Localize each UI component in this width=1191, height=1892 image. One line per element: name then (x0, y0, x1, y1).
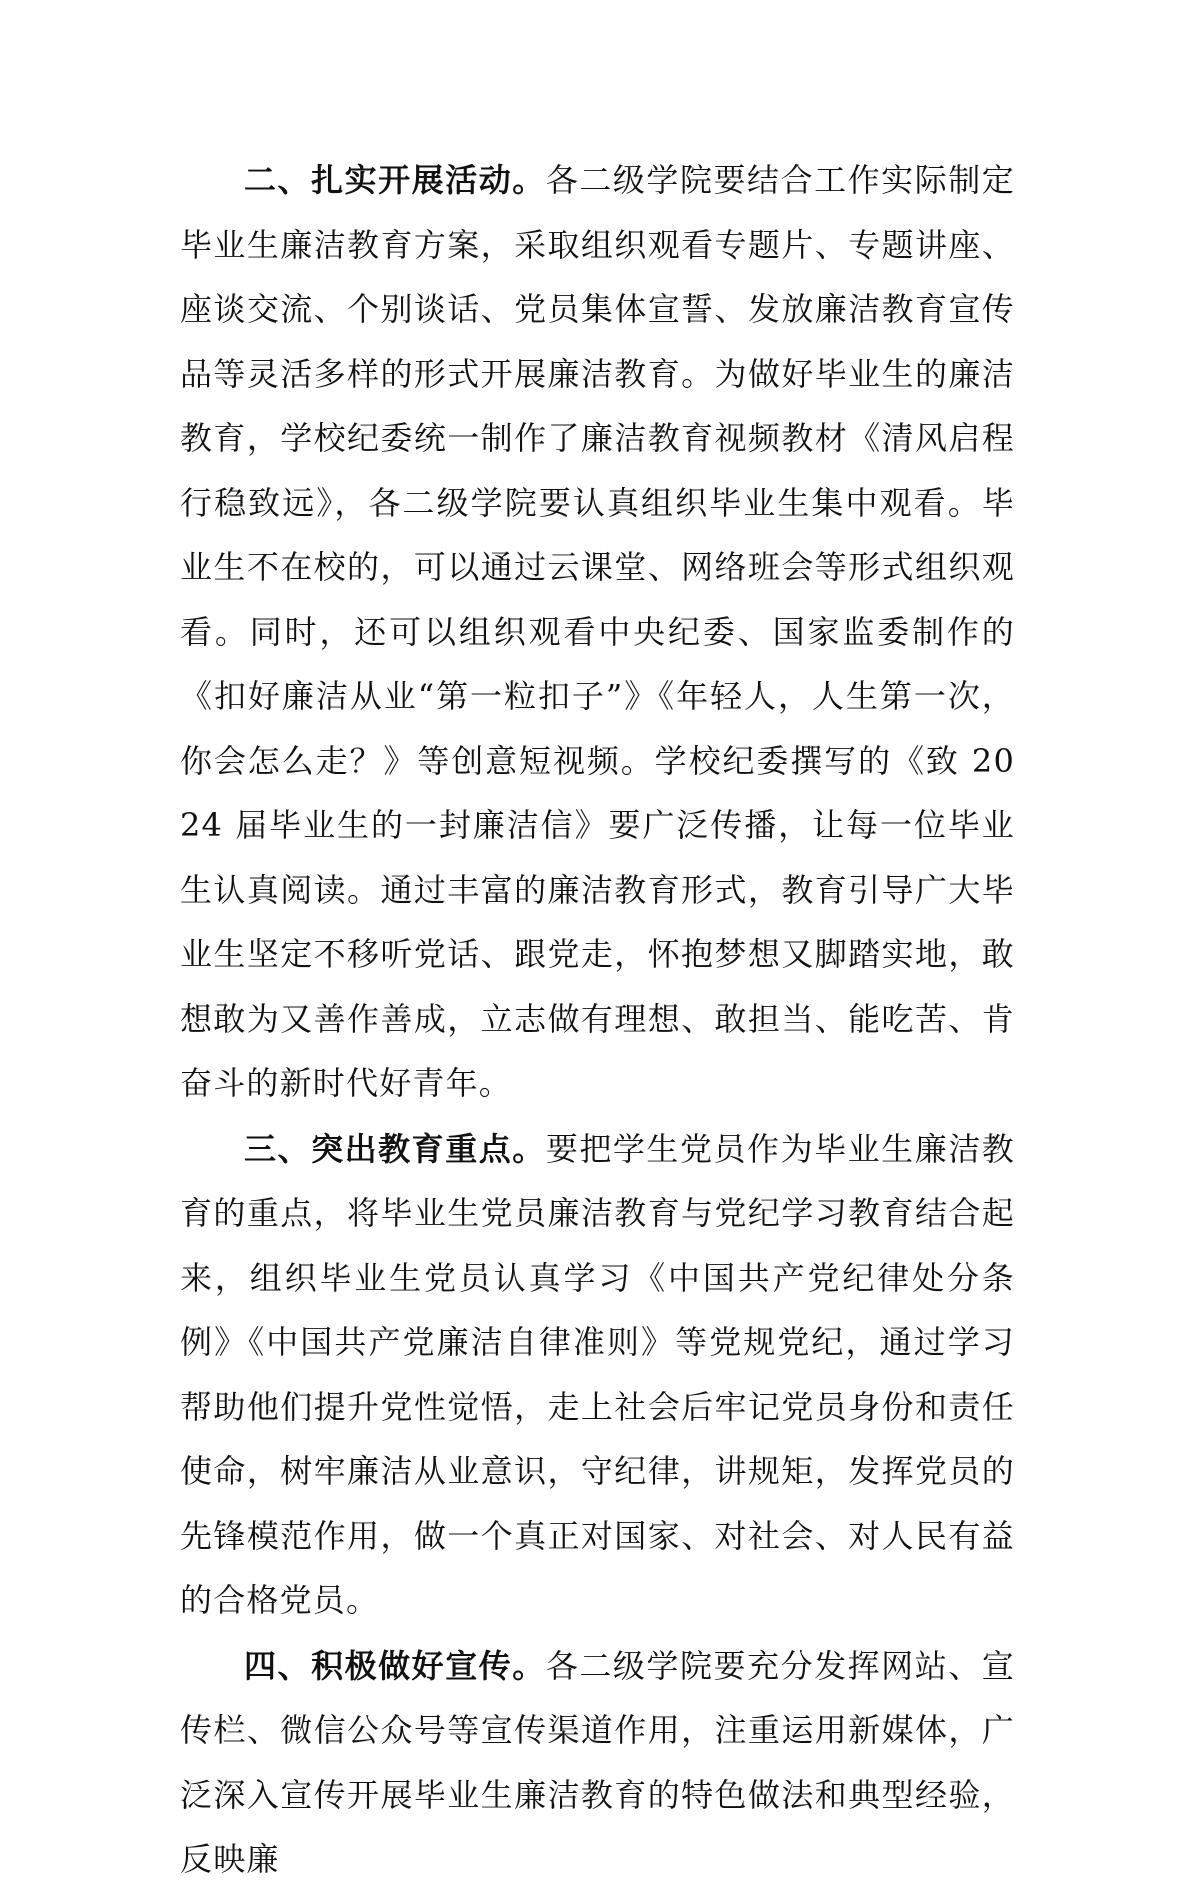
section-heading-activities: 二、扎实开展活动。 (244, 161, 546, 199)
section-body-activities: 各二级学院要结合工作实际制定毕业生廉洁教育方案，采取组织观看专题片、专题讲座、座谈交流、个别谈话、党员集体宣誓、发放廉洁教育宣传品等灵活多样的形式开展廉洁教育。为做好毕业生的廉洁教育，学校纪委统一制作了廉洁教育视频教材《清风启程 行稳致远》，各二级学院要认真组织毕业生集中观看。毕业生不在校的，可以通过云课堂、网络班会等形式组织观看。同时，还可以组织观看中央纪委、国家监委制作的《扣好廉洁从业“第一粒扣子”》《年轻人，人生第一次，你会怎么走？》等创意短视频。学校纪委撰写的《致 2024 届毕业生的一封廉洁信》要广泛传播，让每一位毕业生认真阅读。通过丰富的廉洁教育形式，教育引导广大毕业生坚定不移听党话、跟党走，怀抱梦想又脚踏实地，敢想敢为又善作善成，立志做有理想、敢担当、能吃苦、肯奋斗的新时代好青年。 (180, 161, 1015, 1102)
paragraph-activities (180, 148, 1015, 1116)
section-heading-focus: 三、突出教育重点。 (244, 1129, 546, 1168)
document-body (180, 148, 1015, 1892)
section-body-focus: 要把学生党员作为毕业生廉洁教育的重点，将毕业生党员廉洁教育与党纪学习教育结合起来，组织毕业生党员认真学习《中国共产党纪律处分条例》《中国共产党廉洁自律准则》等党规党纪，通过学习帮助他们提升党性觉悟，走上社会后牢记党员身份和责任使命，树牢廉洁从业意识，守纪律，讲规矩，发挥党员的先锋模范作用，做一个真正对国家、对社会、对人民有益的合格党员。 (180, 1129, 1015, 1619)
section-heading-publicity: 四、积极做好宣传。 (244, 1646, 546, 1685)
section-body-publicity: 各二级学院要充分发挥网站、宣传栏、微信公众号等宣传渠道作用，注重运用新媒体，广泛深入宣传开展毕业生廉洁教育的特色做法和典型经验，反映廉 (180, 1646, 1015, 1878)
paragraph-focus (180, 1117, 1015, 1633)
paragraph-publicity (180, 1634, 1015, 1892)
